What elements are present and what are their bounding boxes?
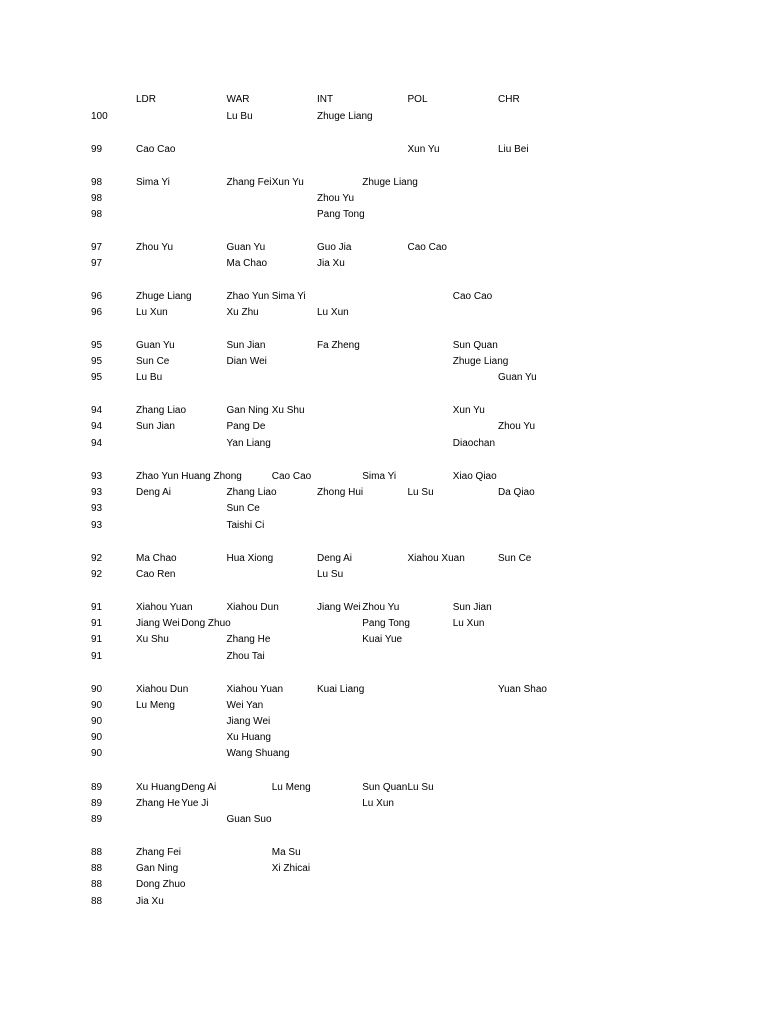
officer-name: Guan Yu <box>498 372 537 383</box>
officer-name: Cao Cao <box>271 471 312 482</box>
officer-name: Zhang He <box>226 634 271 645</box>
officer-name: Ma Su <box>271 847 301 858</box>
officer-name: Lu Bu <box>226 111 253 122</box>
officer-name: Sima Yi <box>362 471 397 482</box>
rating-value: 88 <box>91 896 103 907</box>
officer-name: Deng Ai <box>136 487 172 498</box>
officer-name: Da Qiao <box>498 487 535 498</box>
officer-name: Xun Yu <box>407 144 440 155</box>
column-header-ldr: LDR <box>136 94 157 105</box>
officer-name: Zhang Liao <box>136 405 187 416</box>
rating-value: 89 <box>91 814 103 825</box>
rating-value: 89 <box>91 782 103 793</box>
officer-name: Pang De <box>226 421 266 432</box>
officer-name: Lu Su <box>407 782 434 793</box>
officer-name: Sun Quan <box>452 340 498 351</box>
officer-name: Xiahou Yuan <box>226 684 284 695</box>
officer-name: Zhuge Liang <box>317 111 373 122</box>
rating-value: 88 <box>91 879 103 890</box>
rating-value: 94 <box>91 405 103 416</box>
officer-name: Cao Ren <box>136 569 176 580</box>
officer-name: Xiahou Xuan <box>407 553 465 564</box>
officer-name: Guan Suo <box>226 814 272 825</box>
officer-name: Guan Yu <box>136 340 175 351</box>
officer-name: Sun Ce <box>498 553 532 564</box>
officer-name: Guo Jia <box>317 242 352 253</box>
officer-name: Lu Su <box>317 569 344 580</box>
officer-name: Sima Yi <box>271 291 306 302</box>
rating-value: 89 <box>91 798 103 809</box>
officer-name: Taishi Ci <box>226 520 265 531</box>
rating-value: 92 <box>91 553 103 564</box>
rating-value: 97 <box>91 242 103 253</box>
officer-name: Liu Bei <box>498 144 529 155</box>
officer-name: Zhuge Liang <box>362 177 418 188</box>
rating-value: 95 <box>91 356 103 367</box>
officer-name: Lu Meng <box>271 782 311 793</box>
officer-name: Zhuge Liang <box>136 291 192 302</box>
rating-value: 93 <box>91 487 103 498</box>
officer-name: Kuai Liang <box>317 684 365 695</box>
officer-name: Xu Huang <box>136 782 181 793</box>
officer-name: Xu Shu <box>271 405 305 416</box>
officer-name: Jia Xu <box>136 896 164 907</box>
officer-name: Pang Tong <box>317 209 365 220</box>
officer-name: Jiang Wei <box>317 602 361 613</box>
officer-name: Xiahou Dun <box>136 684 189 695</box>
rating-value: 92 <box>91 569 103 580</box>
officer-name: Zhang Fei <box>136 847 182 858</box>
rating-value: 98 <box>91 193 103 204</box>
officer-name: Zhang He <box>136 798 180 809</box>
officer-name: Gan Ning <box>136 863 179 874</box>
rating-value: 91 <box>91 651 103 662</box>
rating-value: 98 <box>91 177 103 188</box>
officer-name: Zhou Yu <box>136 242 174 253</box>
officer-name: Lu Bu <box>136 372 163 383</box>
officer-name: Zhao Yun <box>226 291 270 302</box>
rating-value: 90 <box>91 748 103 759</box>
officer-name: Xu Shu <box>136 634 169 645</box>
rating-value: 88 <box>91 863 103 874</box>
officer-name: Xiahou Dun <box>226 602 279 613</box>
officer-name: Sun Ce <box>136 356 170 367</box>
officer-name: Zhou Yu <box>317 193 355 204</box>
officer-name: Sun Quan <box>362 782 408 793</box>
officer-name: Yue Ji <box>181 798 209 809</box>
officer-name: Yan Liang <box>226 438 271 449</box>
officer-name: Cao Cao <box>452 291 493 302</box>
column-header-pol: POL <box>407 94 428 105</box>
rating-value: 93 <box>91 503 103 514</box>
officer-name: Jia Xu <box>317 258 345 269</box>
officer-name: Sun Jian <box>226 340 266 351</box>
rating-value: 91 <box>91 602 103 613</box>
officer-name: Hua Xiong <box>226 553 274 564</box>
rating-value: 93 <box>91 471 103 482</box>
officer-name: Huang Zhong <box>181 471 242 482</box>
officer-name: Zhang Fei <box>226 177 272 188</box>
officer-name: Xiahou Yuan <box>136 602 193 613</box>
officer-name: Cao Cao <box>407 242 447 253</box>
officer-name: Cao Cao <box>136 144 176 155</box>
rating-value: 94 <box>91 421 103 432</box>
rating-value: 88 <box>91 847 103 858</box>
officer-name: Xiao Qiao <box>452 471 497 482</box>
officer-name: Sun Ce <box>226 503 260 514</box>
officer-name: Gan Ning <box>226 405 269 416</box>
officer-name: Dong Zhuo <box>136 879 186 890</box>
officer-name: Kuai Yue <box>362 634 403 645</box>
rating-value: 100 <box>91 111 108 122</box>
officer-name: Lu Xun <box>362 798 394 809</box>
officer-name: Xun Yu <box>452 405 485 416</box>
officer-name: Xi Zhicai <box>271 863 311 874</box>
officer-name: Ma Chao <box>226 258 268 269</box>
officer-name: Dong Zhuo <box>181 618 231 629</box>
officer-name: Zhuge Liang <box>452 356 509 367</box>
officer-name: Wei Yan <box>226 700 264 711</box>
rating-value: 96 <box>91 291 103 302</box>
officer-name: Pang Tong <box>362 618 410 629</box>
rating-value: 96 <box>91 307 103 318</box>
column-header-war: WAR <box>226 94 250 105</box>
officer-name: Zhou Tai <box>226 651 265 662</box>
rating-value: 95 <box>91 340 103 351</box>
officer-name: Fa Zheng <box>317 340 360 351</box>
officer-name: Dian Wei <box>226 356 267 367</box>
officer-name: Wang Shuang <box>226 748 290 759</box>
officer-name: Lu Su <box>407 487 434 498</box>
officer-name: Xun Yu <box>271 177 304 188</box>
officer-name: Lu Xun <box>317 307 349 318</box>
officer-name: Sun Jian <box>136 421 175 432</box>
officer-name: Lu Meng <box>136 700 175 711</box>
officer-name: Guan Yu <box>226 242 266 253</box>
officer-name: Diaochan <box>452 438 496 449</box>
rating-value: 95 <box>91 372 103 383</box>
officer-name: Zhong Hui <box>317 487 364 498</box>
officer-name: Deng Ai <box>317 553 353 564</box>
rating-value: 91 <box>91 618 103 629</box>
officer-name: Sun Jian <box>452 602 492 613</box>
officer-name: Yuan Shao <box>498 684 547 695</box>
officer-name: Lu Xun <box>452 618 485 629</box>
officer-name: Zhao Yun <box>136 471 179 482</box>
officer-name: Sima Yi <box>136 177 170 188</box>
rating-value: 91 <box>91 634 103 645</box>
rating-value: 94 <box>91 438 103 449</box>
officer-name: Zhou Yu <box>498 421 536 432</box>
officer-name: Xu Zhu <box>226 307 259 318</box>
officer-name: Deng Ai <box>181 782 217 793</box>
officer-name: Jiang Wei <box>226 716 271 727</box>
rating-value: 90 <box>91 700 103 711</box>
column-header-int: INT <box>317 94 334 105</box>
officer-name: Zhou Yu <box>362 602 400 613</box>
column-header-chr: CHR <box>498 94 520 105</box>
rating-value: 97 <box>91 258 103 269</box>
rating-value: 90 <box>91 732 103 743</box>
officer-name: Xu Huang <box>226 732 271 743</box>
officer-name: Jiang Wei <box>136 618 180 629</box>
officer-name: Zhang Liao <box>226 487 277 498</box>
rating-value: 93 <box>91 520 103 531</box>
officer-name: Ma Chao <box>136 553 177 564</box>
rating-value: 90 <box>91 684 103 695</box>
rating-value: 90 <box>91 716 103 727</box>
rating-value: 98 <box>91 209 103 220</box>
officer-name: Lu Xun <box>136 307 168 318</box>
rating-value: 99 <box>91 144 103 155</box>
